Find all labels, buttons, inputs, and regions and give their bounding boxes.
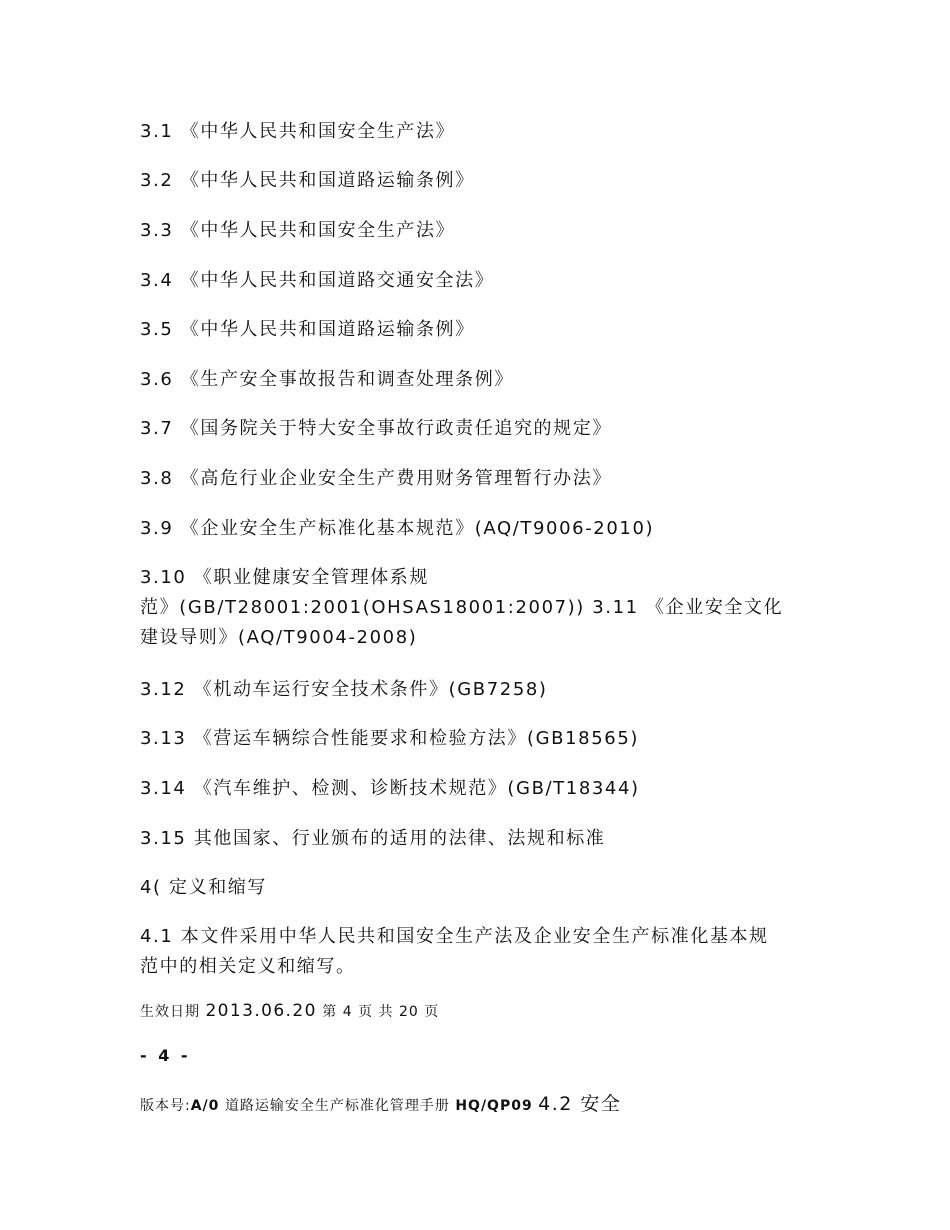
paragraph-line: 4.1 本文件采用中华人民共和国安全生产法及企业安全生产标准化基本规	[140, 926, 769, 947]
section-heading: 4( 定义和缩写	[140, 877, 267, 898]
reference-line: 3.1 《中华人民共和国安全生产法》	[140, 121, 456, 142]
version-value: A/0	[190, 1098, 220, 1114]
reference-line: 3.3 《中华人民共和国安全生产法》	[140, 220, 456, 241]
doc-code: HQ/QP09	[455, 1098, 533, 1114]
page-total: 20	[398, 1004, 419, 1020]
page-text: 页 共	[358, 1004, 394, 1020]
reference-line: 3.9 《企业安全生产标准化基本规范》(AQ/T9006-2010)	[140, 518, 655, 539]
reference-line: 3.12 《机动车运行安全技术条件》(GB7258)	[140, 679, 548, 700]
reference-line: 3.4 《中华人民共和国道路交通安全法》	[140, 270, 495, 291]
page-footer	[140, 1001, 439, 1022]
reference-line: 3.6 《生产安全事故报告和调查处理条例》	[140, 369, 514, 390]
page-header	[140, 1089, 621, 1116]
definition-paragraph	[140, 922, 820, 982]
reference-line: 3.7 《国务院关于特大安全事故行政责任追究的规定》	[140, 418, 612, 439]
paragraph-line: 建设导则》(AQ/T9004-2008)	[140, 627, 418, 648]
paragraph-line: 范中的相关定义和缩写。	[140, 956, 356, 977]
page-current: 4	[342, 1004, 353, 1020]
reference-line: 3.5 《中华人民共和国道路运输条例》	[140, 319, 475, 340]
effective-date: 2013.06.20	[205, 1001, 317, 1021]
reference-line: 3.8 《高危行业企业安全生产费用财务管理暂行办法》	[140, 468, 612, 489]
section-text: 4.2 安全	[538, 1093, 622, 1115]
manual-title: 道路运输安全生产标准化管理手册	[224, 1098, 450, 1114]
reference-paragraph	[140, 563, 820, 653]
version-label: 版本号:	[140, 1098, 191, 1114]
paragraph-line: 3.10 《职业健康安全管理体系规	[140, 567, 429, 588]
page-number-marker: - 4 -	[140, 1046, 191, 1065]
reference-line: 3.15 其他国家、行业颁布的适用的法律、法规和标准	[140, 828, 606, 849]
reference-line: 3.2 《中华人民共和国道路运输条例》	[140, 170, 475, 191]
reference-line: 3.13 《营运车辆综合性能要求和检验方法》(GB18565)	[140, 728, 640, 749]
page-text: 页	[424, 1004, 440, 1020]
reference-line: 3.14 《汽车维护、检测、诊断技术规范》(GB/T18344)	[140, 778, 640, 799]
paragraph-line: 范》(GB/T28001:2001(OHSAS18001:2007)) 3.11 《企业安全文化	[140, 597, 784, 618]
effective-label: 生效日期	[140, 1004, 200, 1020]
page-text: 第	[322, 1004, 338, 1020]
